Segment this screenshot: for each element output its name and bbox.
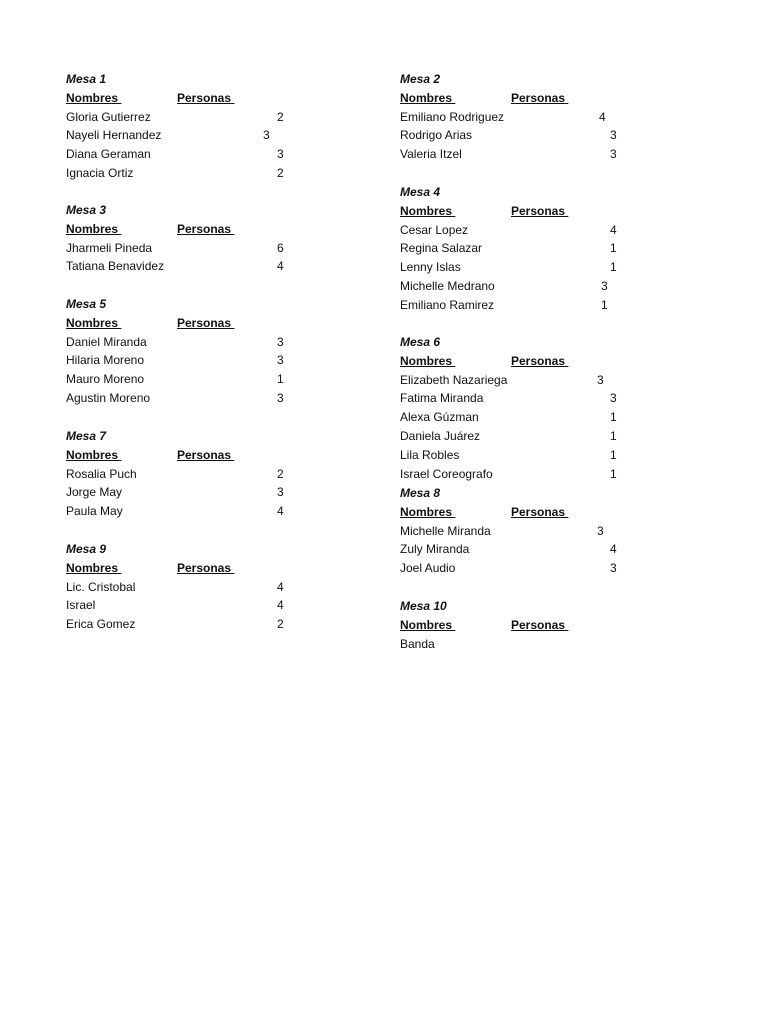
names-column-header: Nombres xyxy=(400,353,453,368)
guest-count: 4 xyxy=(277,259,284,274)
guest-count: 2 xyxy=(277,617,284,632)
guest-count: 2 xyxy=(277,166,284,180)
guest-name: Zuly Miranda xyxy=(400,542,470,557)
guest-count: 3 xyxy=(601,279,608,293)
guest-count: 1 xyxy=(610,241,617,256)
guest-count: 2 xyxy=(277,466,284,481)
guest-name: Rodrigo Arias xyxy=(400,128,473,143)
count-column-header: Personas xyxy=(511,353,566,368)
table-title: Mesa 6 xyxy=(400,335,441,349)
guest-count: 3 xyxy=(597,523,604,538)
guest-count: 4 xyxy=(610,222,617,237)
guest-count: 3 xyxy=(610,147,617,162)
guest-name: Ignacia Ortiz xyxy=(66,166,134,180)
guest-count: 1 xyxy=(610,410,617,425)
guest-count: 3 xyxy=(277,334,284,349)
guest-name: Elizabeth Nazariega xyxy=(400,372,508,387)
guest-name: Israel Coreografo xyxy=(400,466,493,481)
guest-count: 4 xyxy=(599,109,606,124)
guest-count: 1 xyxy=(610,466,617,481)
guest-count: 1 xyxy=(610,260,617,275)
guest-name: Emiliano Ramirez xyxy=(400,297,495,312)
guest-name: Valeria Itzel xyxy=(400,147,462,162)
names-column-header: Nombres xyxy=(66,221,119,236)
guest-name: Lenny Islas xyxy=(400,260,461,275)
guest-count: 1 xyxy=(277,372,284,387)
guest-name: Lic. Cristobal xyxy=(66,579,136,594)
guest-name: Jharmeli Pineda xyxy=(66,240,153,255)
count-column-header: Personas xyxy=(511,617,566,632)
count-column-header: Personas xyxy=(177,221,232,236)
count-column-header: Personas xyxy=(511,504,566,519)
names-column-header: Nombres xyxy=(66,560,119,575)
guest-count: 3 xyxy=(610,128,617,143)
names-column-header: Nombres xyxy=(66,447,119,462)
guest-name: Jorge May xyxy=(66,485,123,500)
guest-name: Michelle Medrano xyxy=(400,279,495,293)
table-title: Mesa 3 xyxy=(66,203,107,217)
guest-name: Paula May xyxy=(66,504,123,519)
guest-count: 3 xyxy=(277,353,284,368)
guest-name: Michelle Miranda xyxy=(400,523,491,538)
guest-count: 3 xyxy=(597,372,604,387)
count-column-header: Personas xyxy=(177,90,232,105)
guest-count: 1 xyxy=(601,297,608,312)
names-column-header: Nombres xyxy=(400,90,453,105)
count-column-header: Personas xyxy=(177,560,232,575)
guest-count: 3 xyxy=(277,485,284,500)
count-column-header: Personas xyxy=(511,203,566,218)
guest-count: 4 xyxy=(277,579,284,594)
guest-name: Alexa Gúzman xyxy=(400,410,479,425)
guest-name: Nayeli Hernandez xyxy=(66,128,162,143)
guest-name: Israel xyxy=(66,598,96,613)
count-column-header: Personas xyxy=(511,90,566,105)
guest-name: Tatiana Benavidez xyxy=(66,259,165,274)
guest-count: 3 xyxy=(263,128,270,143)
guest-name: Diana Geraman xyxy=(66,147,151,162)
names-column-header: Nombres xyxy=(400,203,453,218)
guest-name: Banda xyxy=(400,636,435,651)
guest-name: Daniela Juárez xyxy=(400,429,481,443)
names-column-header: Nombres xyxy=(400,504,453,519)
table-title: Mesa 4 xyxy=(400,185,441,199)
guest-count: 1 xyxy=(610,447,617,462)
guest-name: Emiliano Rodriguez xyxy=(400,109,505,124)
guest-name: Cesar Lopez xyxy=(400,222,469,237)
table-title: Mesa 5 xyxy=(66,297,107,311)
guest-name: Regina Salazar xyxy=(400,241,483,256)
names-column-header: Nombres xyxy=(66,90,119,105)
table-title: Mesa 9 xyxy=(66,542,107,556)
guest-name: Lila Robles xyxy=(400,447,460,462)
table-title: Mesa 8 xyxy=(400,486,441,500)
guest-count: 3 xyxy=(277,391,284,405)
guest-count: 4 xyxy=(277,504,284,519)
guest-name: Fatima Miranda xyxy=(400,391,484,406)
guest-count: 4 xyxy=(610,542,617,557)
guest-name: Daniel Miranda xyxy=(66,334,147,349)
guest-count: 6 xyxy=(277,240,284,255)
table-title: Mesa 10 xyxy=(400,599,447,613)
count-column-header: Personas xyxy=(177,447,232,462)
guest-name: Erica Gomez xyxy=(66,617,136,632)
table-title: Mesa 1 xyxy=(66,72,107,86)
guest-count: 1 xyxy=(610,429,617,443)
guest-name: Agustin Moreno xyxy=(66,391,151,405)
guest-count: 2 xyxy=(277,109,284,124)
guest-count: 3 xyxy=(610,561,617,576)
guest-name: Gloria Gutierrez xyxy=(66,109,151,124)
count-column-header: Personas xyxy=(177,315,232,330)
names-column-header: Nombres xyxy=(400,617,453,632)
table-title: Mesa 7 xyxy=(66,429,107,443)
guest-count: 3 xyxy=(277,147,284,162)
guest-name: Mauro Moreno xyxy=(66,372,145,387)
guest-name: Joel Audio xyxy=(400,561,456,576)
table-title: Mesa 2 xyxy=(400,72,441,86)
guest-name: Rosalia Puch xyxy=(66,466,137,481)
names-column-header: Nombres xyxy=(66,315,119,330)
guest-count: 4 xyxy=(277,598,284,613)
guest-name: Hilaria Moreno xyxy=(66,353,145,368)
guest-count: 3 xyxy=(610,391,617,406)
